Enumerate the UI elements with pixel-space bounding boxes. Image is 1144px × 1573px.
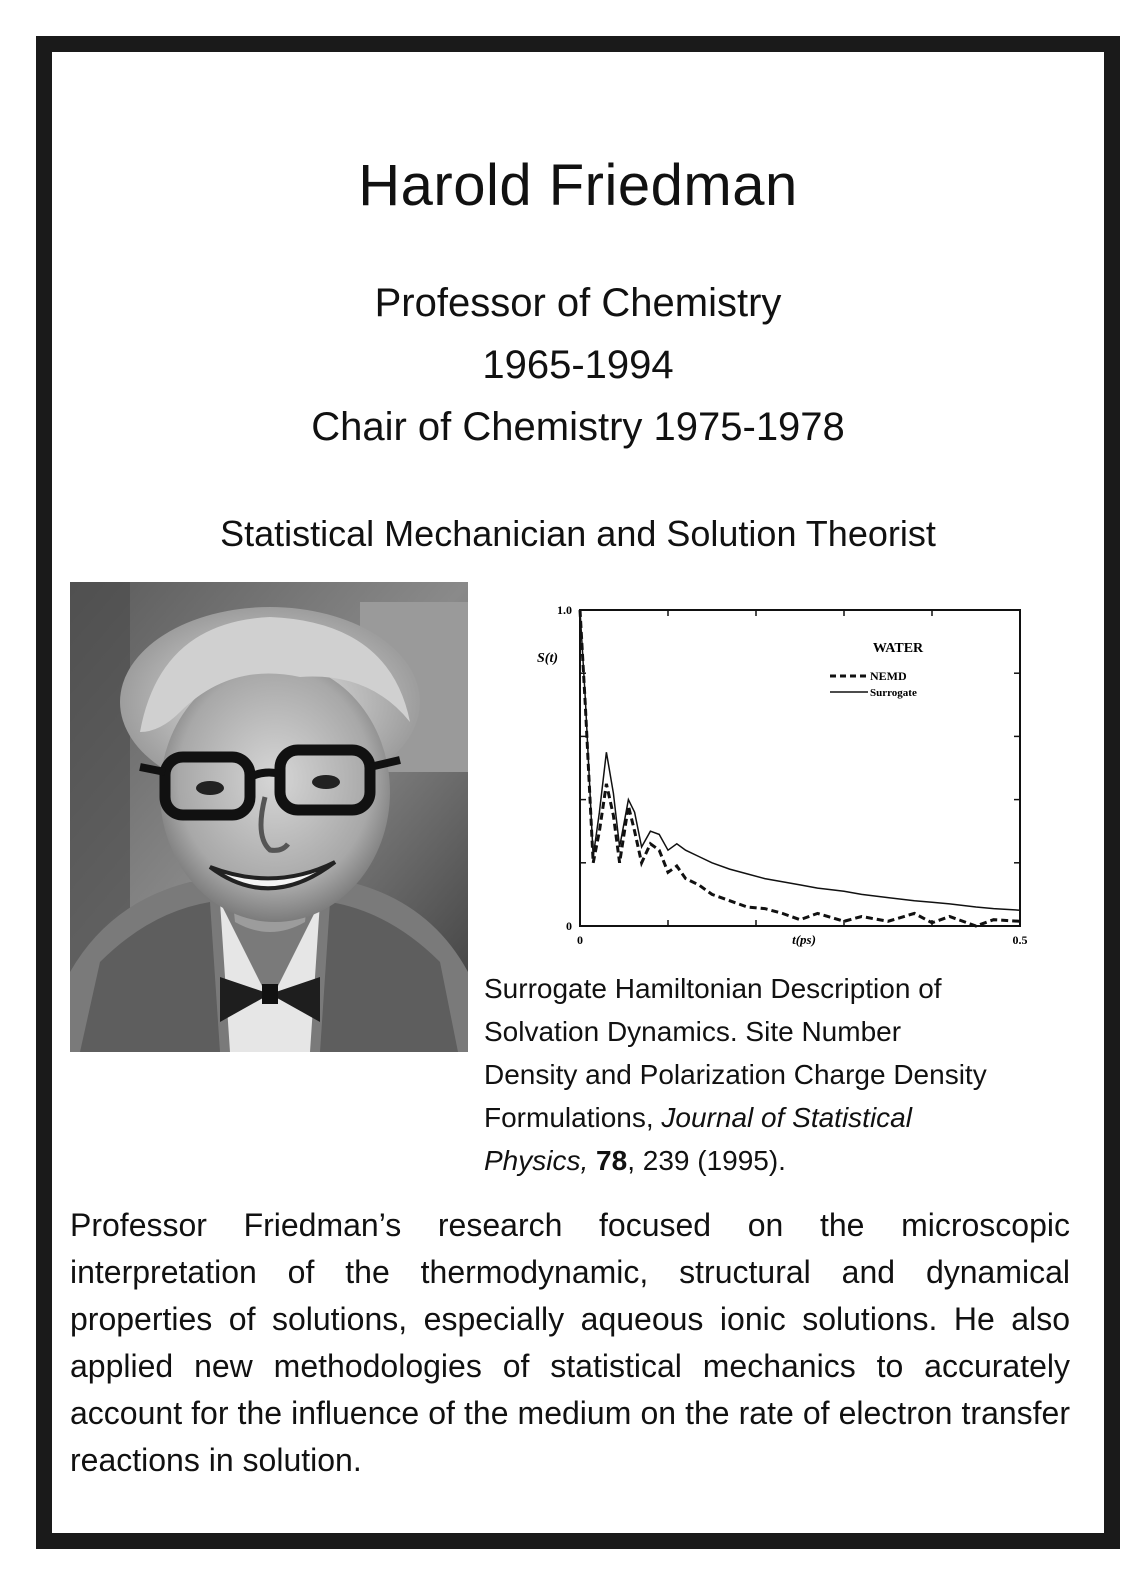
journal-name-part1: Journal of Statistical <box>661 1102 912 1133</box>
title-years: 1965-1994 <box>482 343 674 387</box>
x-tick-right: 0.5 <box>1012 933 1028 947</box>
caption-line2: Solvation Dynamics. Site Number <box>484 1016 902 1047</box>
caption-line1: Surrogate Hamiltonian Description of <box>484 973 942 1004</box>
title-chair: Chair of Chemistry 1975-1978 <box>311 405 845 449</box>
legend-label-nemd: NEMD <box>870 669 907 683</box>
x-tick-left: 0 <box>577 933 583 947</box>
journal-name-part2: Physics, <box>484 1145 589 1176</box>
person-name: Harold Friedman <box>358 153 798 218</box>
caption-line4-text: Formulations, <box>484 1102 662 1133</box>
y-tick-top: 1.0 <box>557 603 572 617</box>
tagline: Statistical Mechanician and Solution Theorist <box>220 513 936 554</box>
journal-volume: 78 <box>596 1145 628 1176</box>
portrait-photo <box>70 582 468 1052</box>
title-professor: Professor of Chemistry <box>374 281 782 325</box>
journal-pages-year: , 239 (1995). <box>627 1145 786 1176</box>
figure-caption <box>484 967 1084 1182</box>
legend-label-surrogate: Surrogate <box>870 687 917 699</box>
caption-line3: Density and Polarization Charge Density <box>484 1059 987 1090</box>
caption-line5 <box>484 1139 1084 1182</box>
chart <box>522 582 1030 952</box>
plot-area <box>580 610 1020 926</box>
y-axis-label: S(t) <box>537 651 558 666</box>
portrait-illustration <box>70 582 468 1052</box>
caption-line4 <box>484 1096 1084 1139</box>
research-description: Professor Friedman’s research focused on the microscopic interpretation of the thermodynamic, structural and dynamical properties of solutions, especially aqueous ionic solutions. He also applied new methodologies of statistical mechanics to accurately account for the influence of the medium on the rate of electron transfer reactions in solution. <box>70 1207 1070 1478</box>
y-tick-bottom: 0 <box>566 919 572 933</box>
chart-title: WATER <box>872 641 924 656</box>
poster-frame <box>36 36 1120 1549</box>
x-axis-label: t(ps) <box>792 932 816 947</box>
